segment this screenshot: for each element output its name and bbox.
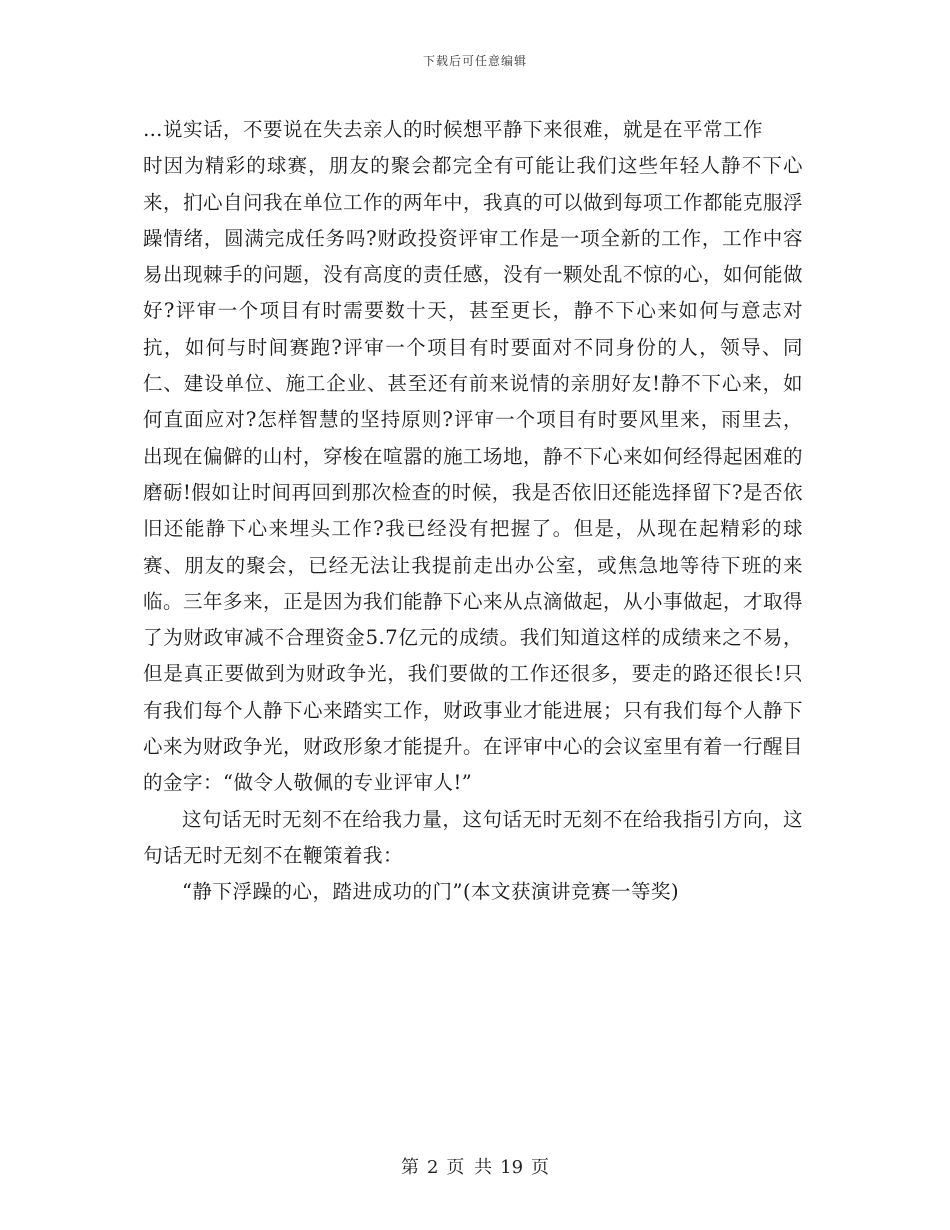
paragraph-motto-intro: 这句话无时无刻不在给我力量，这句话无时无刻不在给我指引方向，这句话无时无刻不在鞭策着我： [143, 807, 803, 867]
footer-suffix: 页 [531, 1157, 550, 1178]
document-body [143, 112, 803, 911]
paragraph-main: 时因为精彩的球赛，朋友的聚会都完全有可能让我们这些年轻人静不下心来，扪心自问我在单位工作的两年中，我真的可以做到每项工作都能克服浮躁情绪，圆满完成任务吗?财政投资评审工作是一项全新的工作，工作中容易出现棘手的问题，没有高度的责任感，没有一颗处乱不惊的心，如何能做好?评审一个项目有时需要数十天，甚至更长，静不下心来如何与意志对抗，如何与时间赛跑?评审一个项目有时要面对不同身份的人，领导、同仁、建设单位、施工企业、甚至还有前来说情的亲朋好友!静不下心来，如何直面应对?怎样智慧的坚持原则?评审一个项目有时要风里来，雨里去，出现在偏僻的山村，穿梭在喧嚣的施工场地，静不下心来如何经得起困难的磨砺!假如让时间再回到那次检查的时候，我是否依旧还能选择留下?是否依旧还能静下心来埋头工作?我已经没有把握了。但是，从现在起精彩的球赛、朋友的聚会，已经无法让我提前走出办公室，或焦急地等待下班的来临。三年多来，正是因为我们能静下心来从点滴做起，从小事做起，才取得了为财政审减不合理资金5.7亿元的成绩。我们知道这样的成绩来之不易，但是真正要做到为财政争光，我们要做的工作还很多，要走的路还很长!只有我们每个人静下心来踏实工作，财政事业才能进展；只有我们每个人静下心来为财政争光，财政形象才能提升。在评审中心的会议室里有着一行醒目的金字：“做令人敬佩的专业评审人!” [143, 154, 804, 795]
page-header: 下载后可任意编辑 [422, 54, 527, 68]
footer-middle: 页 共 [446, 1157, 493, 1178]
total-page-count: 19 [500, 1157, 524, 1178]
paragraph-closing: “静下浮躁的心，踏进成功的门”(本文获演讲竞赛一等奖) [182, 880, 680, 904]
paragraph-continuation: …说实话，不要说在失去亲人的时候想平静下来很难，就是在平常工作 [143, 118, 764, 141]
footer-prefix: 第 [400, 1157, 419, 1178]
page-footer [0, 1153, 950, 1179]
current-page-number: 2 [426, 1157, 439, 1178]
